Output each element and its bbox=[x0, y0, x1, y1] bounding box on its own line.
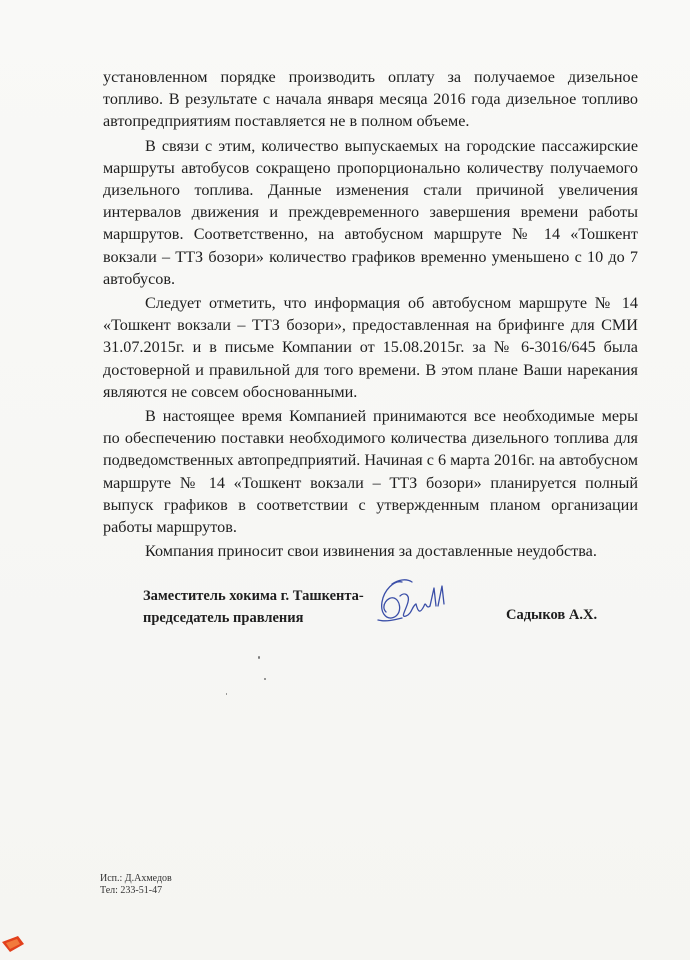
letter-body bbox=[103, 66, 638, 564]
signatory-position bbox=[143, 585, 364, 629]
executor-phone: Тел: 233-51-47 bbox=[100, 885, 163, 896]
executor-info bbox=[100, 873, 172, 897]
scan-speck bbox=[264, 678, 266, 680]
paragraph-5: Компания приносит свои извинения за доставленные неудобства. bbox=[145, 542, 597, 561]
paragraph-4: В настоящее время Компанией принимаются все необходимые меры по обеспечению поставки необходимого количества дизельного топлива для подведомственных автопредприятий. Начиная с 6 марта 2016г. на автобусном маршруте № 14 «Тошкент вокзали – ТТЗ бозори» планируется полный выпуск графиков в соответствии с утвержденным планом организации работы маршрутов. bbox=[103, 407, 638, 537]
paragraph-2: В связи с этим, количество выпускаемых на городские пассажирские маршруты автобусов сокращено пропорционально количеству получаемого дизельного топлива. Данные изменения стали причиной увеличения интервалов движения и преждевременного завершения времени работы маршрутов. Соответственно, на автобусном маршруте № 14 «Тошкент вокзали – ТТЗ бозори» количество графиков временно уменьшено с 10 до 7 автобусов. bbox=[103, 136, 638, 288]
paragraph-1: установленном порядке производить оплату за получаемое дизельное топливо. В результате с начала января месяца 2016 года дизельное топливо автопредприятиям поставляется не в полном объеме. bbox=[103, 68, 638, 131]
signatory-name: Садыков А.Х. bbox=[506, 607, 598, 623]
position-line-1: Заместитель хокима г. Ташкента- bbox=[143, 588, 364, 604]
paragraph-3: Следует отметить, что информация об автобусном маршруте № 14 «Тошкент вокзали – ТТЗ бозори», предоставленная на брифинге для СМИ 31.07.2015г. и в письме Компании от 15.08.2015г. за № 6-3016/645 была достоверной и правильной для того времени. В этом плане Ваши нарекания являются не совсем обоснованными. bbox=[103, 294, 638, 401]
position-line-2: председатель правления bbox=[143, 610, 304, 626]
scan-speck bbox=[258, 656, 260, 659]
corner-stamp-icon bbox=[0, 932, 26, 954]
handwritten-signature bbox=[372, 576, 458, 632]
scan-speck bbox=[226, 693, 227, 695]
executor-name: Исп.: Д.Ахмедов bbox=[100, 873, 172, 884]
